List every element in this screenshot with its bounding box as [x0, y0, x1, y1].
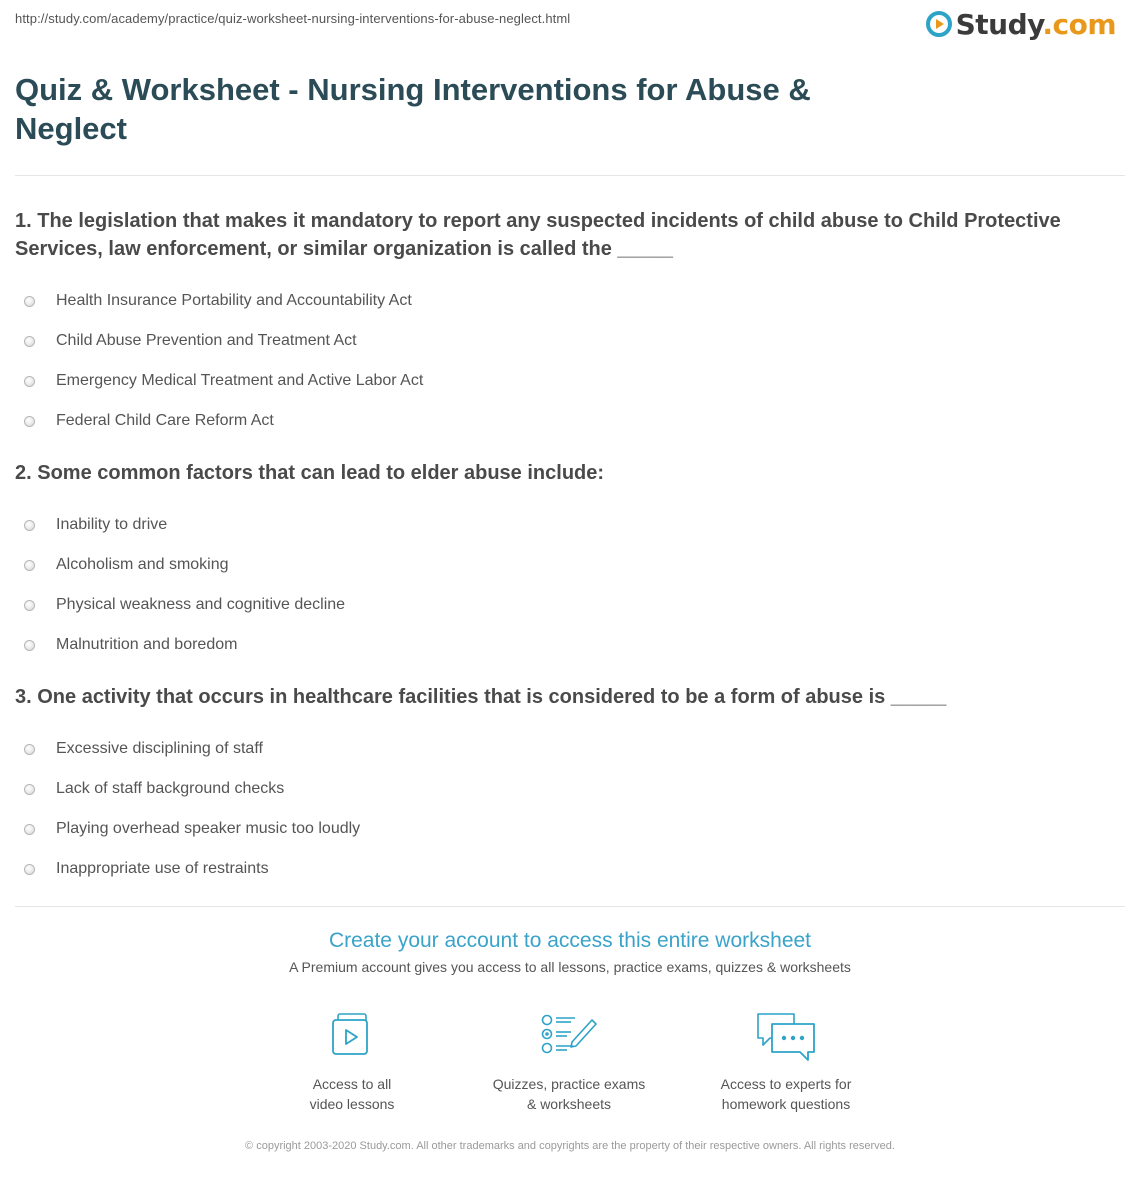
answer-option[interactable] — [15, 809, 1110, 849]
answer-option[interactable] — [15, 545, 1110, 585]
answer-option[interactable] — [15, 505, 1110, 545]
radio-button[interactable] — [24, 376, 35, 387]
question-2 — [15, 459, 1110, 665]
option-label: Health Insurance Portability and Accountability Act — [56, 292, 412, 309]
question-text: 3. One activity that occurs in healthcare facilities that is considered to be a form of abuse is _____ — [15, 686, 947, 708]
answer-options — [15, 729, 1110, 889]
option-label: Playing overhead speaker music too loudly — [56, 820, 361, 837]
question-text: 2. Some common factors that can lead to elder abuse include: — [15, 462, 605, 484]
option-label: Federal Child Care Reform Act — [56, 412, 274, 429]
copyright-notice: © copyright 2003-2020 Study.com. All other trademarks and copyrights are the property of their respective owners. All rights reserved. — [245, 1140, 895, 1152]
option-label: Alcoholism and smoking — [56, 556, 229, 573]
answer-option[interactable] — [15, 321, 1110, 361]
answer-option[interactable] — [15, 729, 1110, 769]
create-account-link[interactable]: Create your account to access this entire worksheet — [328, 929, 812, 952]
option-label: Inappropriate use of restraints — [56, 860, 269, 877]
logo-text: Study.com — [955, 7, 1116, 41]
feature-label: Quizzes, practice exams & worksheets — [492, 1076, 646, 1112]
radio-button[interactable] — [24, 824, 35, 835]
option-label: Excessive disciplining of staff — [56, 740, 263, 757]
option-label: Child Abuse Prevention and Treatment Act — [56, 332, 357, 349]
divider — [15, 175, 1125, 176]
radio-button[interactable] — [24, 560, 35, 571]
option-label: Malnutrition and boredom — [56, 636, 238, 653]
study-logo[interactable] — [926, 6, 1116, 42]
option-label: Physical weakness and cognitive decline — [56, 596, 346, 613]
radio-button[interactable] — [24, 600, 35, 611]
radio-button[interactable] — [24, 864, 35, 875]
question-text: 1. The legislation that makes it mandatory to report any suspected incidents of child abuse to Child Protective Services, law enforcement, or similar organization is called the _____ — [15, 210, 1061, 260]
option-label: Emergency Medical Treatment and Active Labor Act — [56, 372, 424, 389]
answer-option[interactable] — [15, 281, 1110, 321]
radio-button[interactable] — [24, 744, 35, 755]
answer-option[interactable] — [15, 849, 1110, 889]
feature-label: Access to all video lessons — [309, 1076, 395, 1112]
radio-button[interactable] — [24, 416, 35, 427]
answer-option[interactable] — [15, 625, 1110, 665]
answer-options — [15, 505, 1110, 665]
radio-button[interactable] — [24, 520, 35, 531]
answer-option[interactable] — [15, 585, 1110, 625]
answer-option[interactable] — [15, 769, 1110, 809]
radio-button[interactable] — [24, 640, 35, 651]
feature-experts — [696, 1010, 876, 1114]
video-lesson-icon — [320, 1010, 384, 1064]
radio-button[interactable] — [24, 784, 35, 795]
feature-label: Access to experts for homework questions — [720, 1076, 852, 1112]
radio-button[interactable] — [24, 336, 35, 347]
feature-video-lessons — [262, 1010, 442, 1114]
option-label: Lack of staff background checks — [56, 780, 285, 797]
question-3 — [15, 683, 1110, 889]
cta-subtitle: A Premium account gives you access to all lessons, practice exams, quizzes & worksheets — [289, 959, 851, 975]
radio-button[interactable] — [24, 296, 35, 307]
feature-quizzes — [479, 1010, 659, 1114]
answer-options — [15, 281, 1110, 441]
chat-bubbles-icon — [754, 1010, 818, 1064]
page-url: http://study.com/academy/practice/quiz-worksheet-nursing-interventions-for-abuse-neglect.html — [15, 11, 571, 26]
divider — [15, 906, 1125, 907]
page-title: Quiz & Worksheet - Nursing Interventions for Abuse & Neglect — [15, 72, 811, 146]
question-1 — [15, 207, 1110, 441]
play-circle-icon — [926, 11, 952, 37]
answer-option[interactable] — [15, 361, 1110, 401]
quiz-checklist-icon — [537, 1010, 601, 1064]
option-label: Inability to drive — [56, 516, 168, 533]
answer-option[interactable] — [15, 401, 1110, 441]
